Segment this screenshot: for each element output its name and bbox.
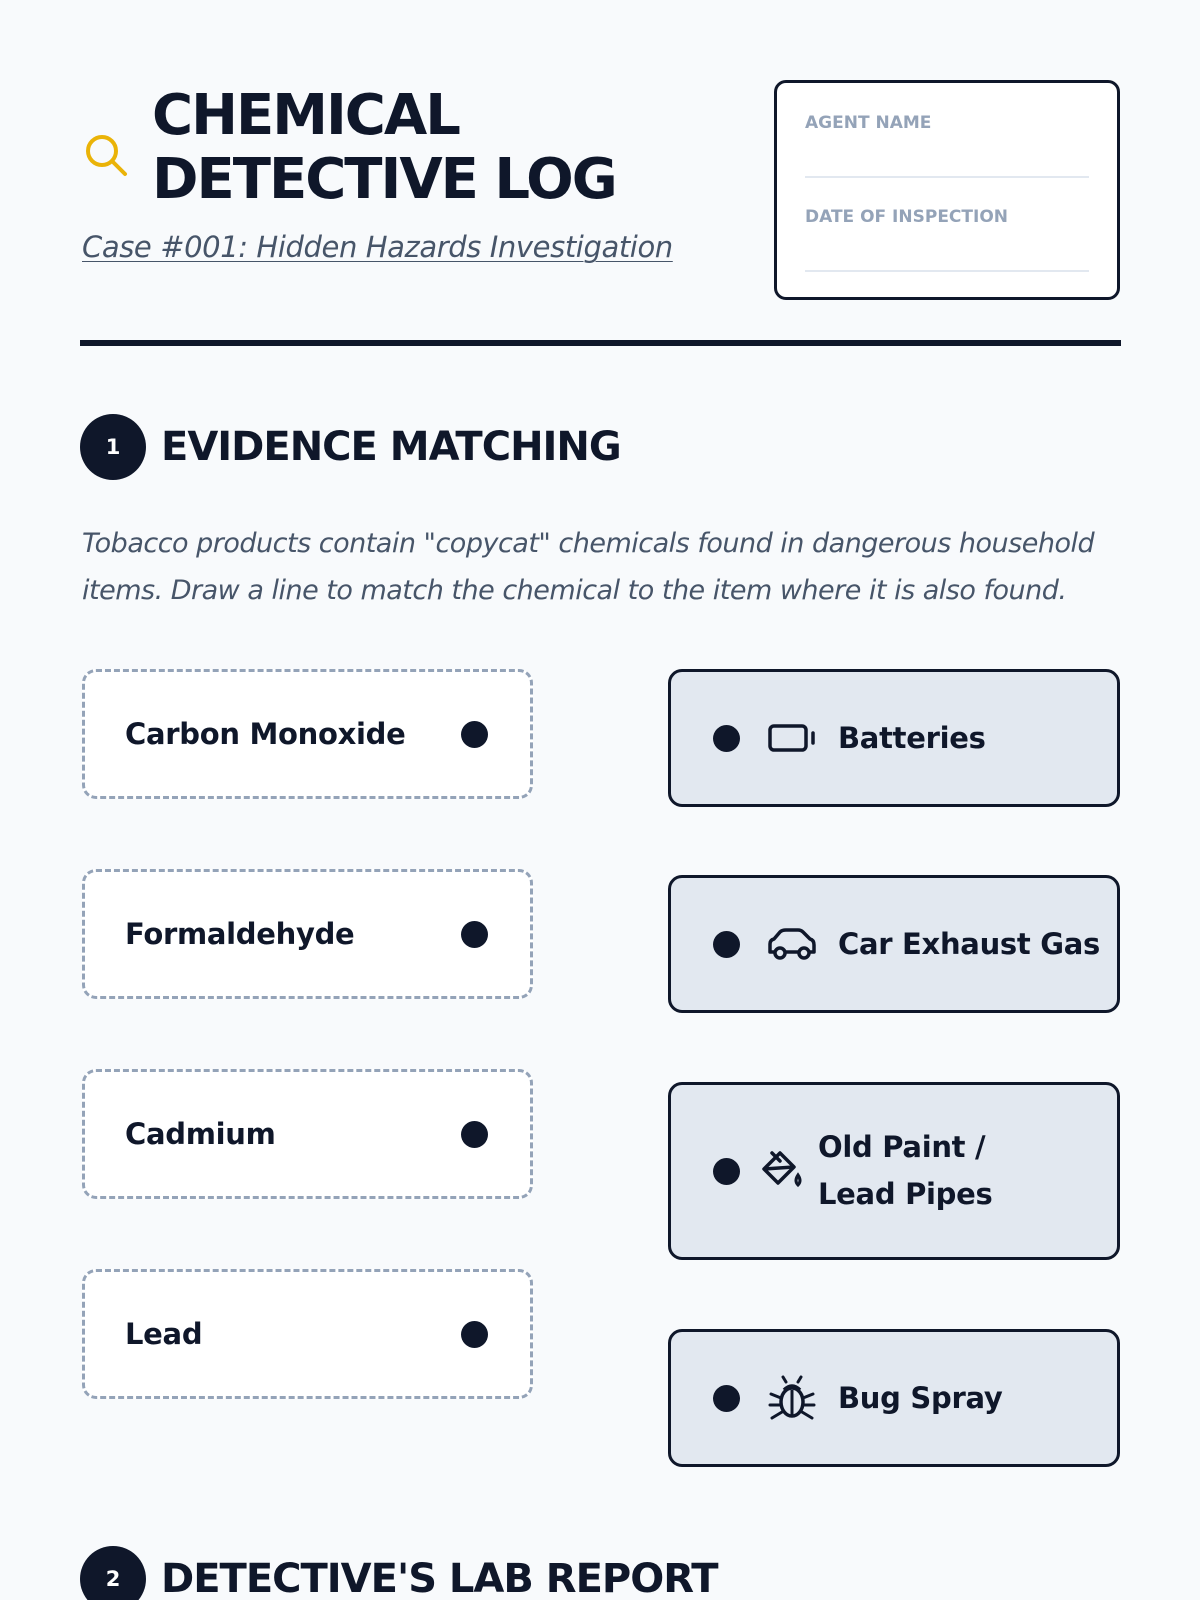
inspection-date-field[interactable] [805,270,1089,272]
title-line-1: CHEMICAL [152,83,459,148]
magnifier-icon [82,131,130,179]
section-number-badge: 1 [80,414,146,480]
item-label: Old Paint / Lead Pipes [818,1130,993,1211]
item-label: Bug Spray [838,1380,1003,1415]
connector-dot[interactable] [713,725,740,752]
connector-dot[interactable] [461,921,488,948]
section-2-heading [80,1546,718,1600]
bug-icon [766,1372,818,1424]
section-title: DETECTIVE'S LAB REPORT [161,1556,718,1600]
item-label: Batteries [838,720,986,755]
item-card-car-exhaust[interactable] [668,875,1120,1013]
chemical-card[interactable] [82,1069,533,1199]
connector-dot[interactable] [461,1121,488,1148]
inspection-date-label: DATE OF INSPECTION [805,207,1009,227]
car-icon [766,918,818,970]
connector-dot[interactable] [461,721,488,748]
page-title [152,84,616,212]
section-number-badge: 2 [80,1546,146,1600]
chemical-label: Carbon Monoxide [125,717,406,751]
connector-dot[interactable] [713,1158,740,1185]
agent-name-field[interactable] [805,176,1089,178]
item-label: Car Exhaust Gas [838,926,1100,961]
battery-icon [766,712,818,764]
header-divider [80,340,1121,346]
item-card-bug-spray[interactable] [668,1329,1120,1467]
chemical-card[interactable] [82,669,533,799]
paint-bucket-icon [754,1145,806,1197]
chemical-label: Formaldehyde [125,917,355,951]
matching-instructions: Tobacco products contain "copycat" chemicals found in dangerous household items. Draw a line to match the chemical to the item where it is also found. [82,528,1095,606]
section-title: EVIDENCE MATCHING [161,424,621,470]
connector-dot[interactable] [713,931,740,958]
title-row [82,84,742,212]
chemical-label: Cadmium [125,1117,276,1151]
chemical-card[interactable] [82,869,533,999]
chemical-label: Lead [125,1317,203,1351]
agent-name-label: AGENT NAME [805,113,932,133]
section-1-heading [80,414,621,480]
case-subtitle: Case #001: Hidden Hazards Investigation [82,230,673,264]
chemical-card[interactable] [82,1269,533,1399]
connector-dot[interactable] [461,1321,488,1348]
title-line-2: DETECTIVE LOG [152,147,616,212]
item-card-batteries[interactable] [668,669,1120,807]
header [82,84,742,264]
item-card-old-paint[interactable] [668,1082,1120,1260]
agent-info-box [774,80,1120,300]
connector-dot[interactable] [713,1385,740,1412]
